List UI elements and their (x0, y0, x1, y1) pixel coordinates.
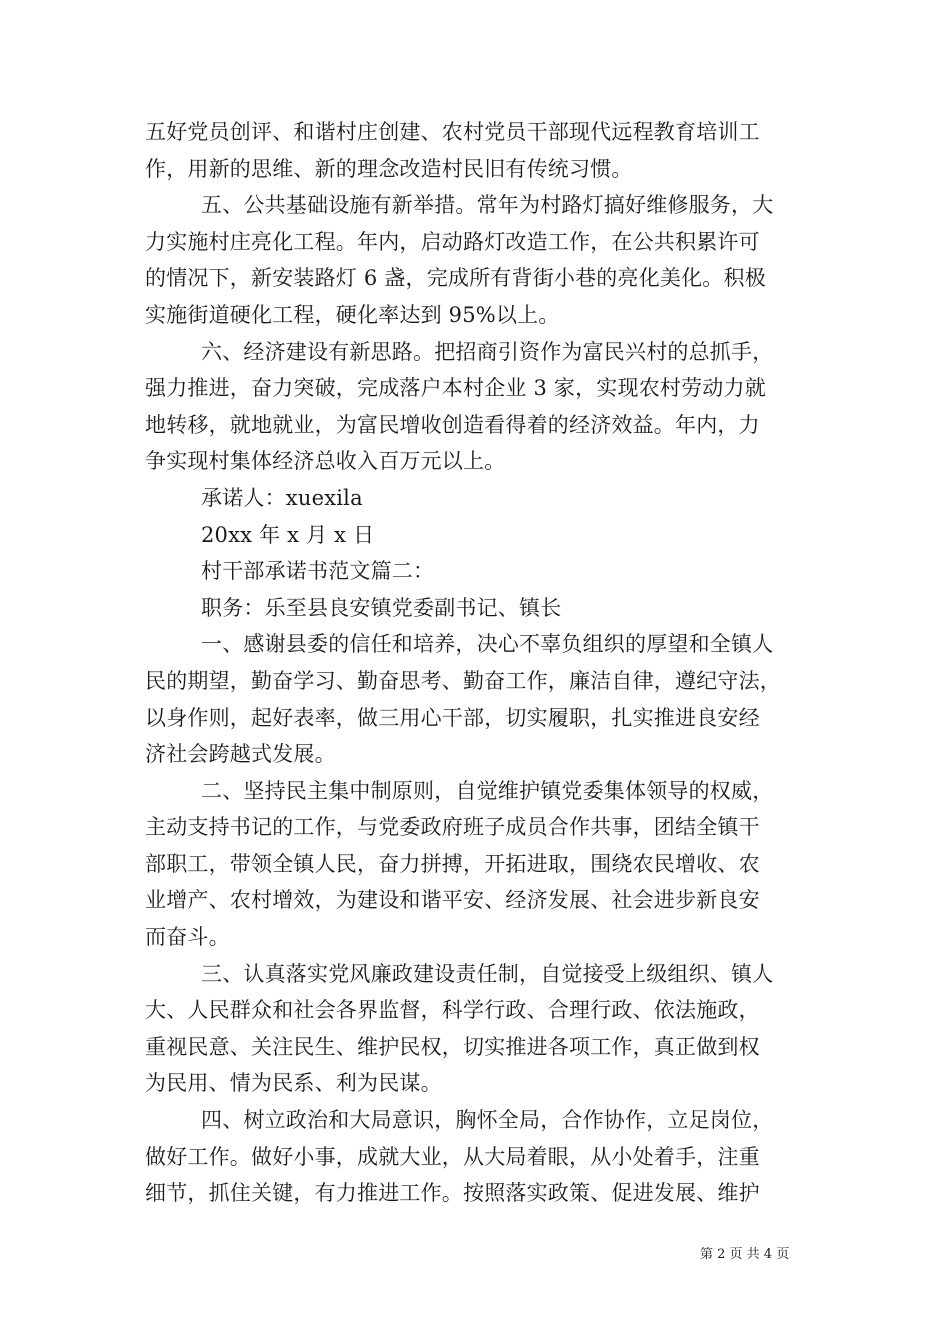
text-line: 部职工，带领全镇人民，奋力拼搏，开拓进取，围绕农民增收、农 (145, 851, 760, 876)
text-line: 五、公共基础设施有新举措。常年为村路灯搞好维修服务，大 (201, 193, 774, 218)
text-line: 以身作则，起好表率，做三用心干部，切实履职，扎实推进良安经 (145, 705, 760, 730)
text-line: 主动支持书记的工作，与党委政府班子成员合作共事，团结全镇干 (145, 815, 760, 840)
text-line: 而奋斗。 (145, 925, 230, 950)
text-line: 二、坚持民主集中制原则，自觉维护镇党委集体领导的权威， (201, 778, 774, 803)
page-number: 第 2 页 共 4 页 (700, 1247, 790, 1262)
text-line: 大、人民群众和社会各界监督，科学行政、合理行政、依法施政， (145, 998, 760, 1023)
text-line: 实施街道硬化工程，硬化率达到 95%以上。 (145, 302, 560, 327)
text-line: 承诺人：xuexila (201, 485, 363, 510)
document-body (145, 114, 811, 1212)
text-line: 争实现村集体经济总收入百万元以上。 (145, 449, 506, 474)
text-line: 强力推进，奋力突破，完成落户本村企业 3 家，实现农村劳动力就 (145, 376, 766, 401)
text-line: 力实施村庄亮化工程。年内，启动路灯改造工作，在公共积累许可 (145, 229, 760, 254)
text-line: 一、感谢县委的信任和培养，决心不辜负组织的厚望和全镇人 (201, 632, 774, 657)
text-line: 村干部承诺书范文篇二： (201, 559, 435, 584)
text-line: 五好党员创评、和谐村庄创建、农村党员干部现代远程教育培训工 (145, 120, 760, 144)
text-line: 六、经济建设有新思路。把招商引资作为富民兴村的总抓手， (201, 339, 774, 364)
text-line: 重视民意、关注民生、维护民权，切实推进各项工作，真正做到权 (145, 1034, 760, 1059)
text-line: 三、认真落实党风廉政建设责任制，自觉接受上级组织、镇人 (201, 961, 774, 986)
text-line: 20xx 年 x 月 x 日 (201, 522, 375, 547)
text-line: 作，用新的思维、新的理念改造村民旧有传统习惯。 (145, 156, 633, 181)
text-line: 业增产、农村增效，为建设和谐平安、经济发展、社会进步新良安 (145, 888, 760, 913)
text-line: 做好工作。做好小事，成就大业，从大局着眼，从小处着手，注重 (145, 1144, 760, 1169)
text-line: 的情况下，新安装路灯 6 盏，完成所有背街小巷的亮化美化。积极 (145, 266, 766, 291)
text-line: 为民用、情为民系、利为民谋。 (145, 1071, 442, 1096)
text-line: 四、树立政治和大局意识，胸怀全局，合作协作，立足岗位， (201, 1108, 774, 1133)
text-line: 职务：乐至县良安镇党委副书记、镇长 (201, 595, 562, 620)
text-line: 济社会跨越式发展。 (145, 742, 336, 767)
text-line: 地转移，就地就业，为富民增收创造看得着的经济效益。年内，力 (145, 412, 760, 437)
text-line: 细节，抓住关键，有力推进工作。按照落实政策、促进发展、维护 (145, 1181, 760, 1206)
text-line: 民的期望，勤奋学习、勤奋思考、勤奋工作，廉洁自律，遵纪守法， (145, 668, 781, 693)
